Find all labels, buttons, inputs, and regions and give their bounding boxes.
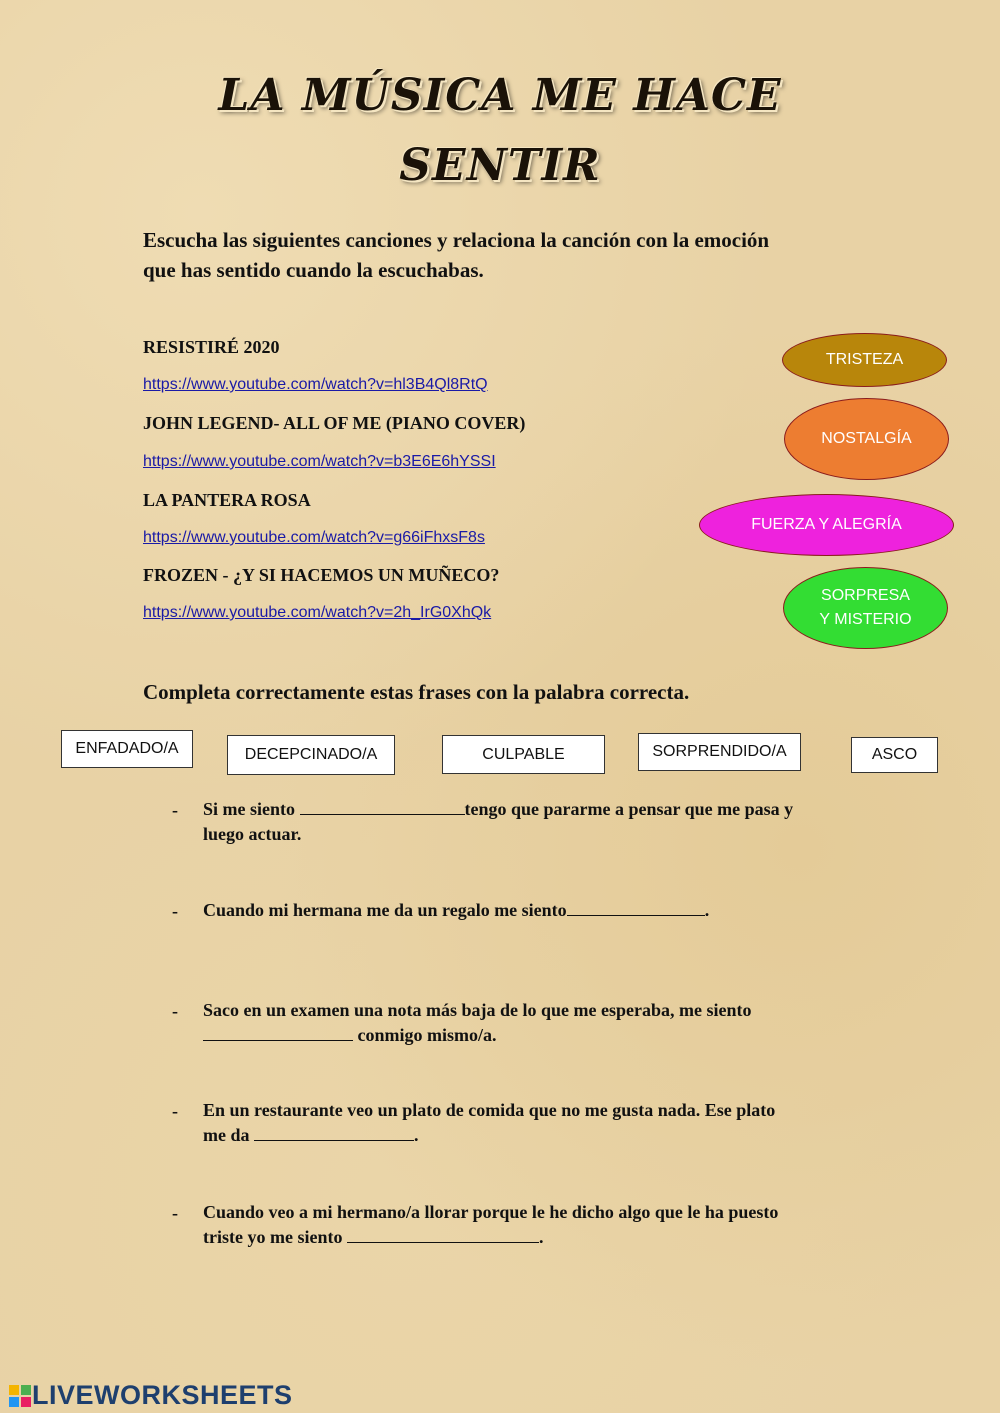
song-link-1[interactable]: https://www.youtube.com/watch?v=hl3B4Ql8RtQ bbox=[143, 376, 488, 393]
answer-blank-4[interactable] bbox=[254, 1124, 414, 1141]
sentence-3 bbox=[203, 998, 883, 1048]
emotion-label bbox=[819, 584, 911, 632]
song-title-4: FROZEN - ¿Y SI HACEMOS UN MUÑECO? bbox=[143, 565, 500, 585]
emotion-tristeza[interactable] bbox=[782, 333, 947, 387]
bullet-dash: - bbox=[172, 901, 178, 921]
liveworksheets-logo-icon bbox=[8, 1384, 32, 1408]
sentence-4 bbox=[203, 1098, 883, 1148]
bullet-dash: - bbox=[172, 1001, 178, 1021]
song-link-4[interactable]: https://www.youtube.com/watch?v=2h_IrG0XhQk bbox=[143, 604, 492, 621]
song-title-2: JOHN LEGEND- ALL OF ME (PIANO COVER) bbox=[143, 413, 526, 433]
logo-text: LIVEWORKSHEETS bbox=[32, 1380, 293, 1410]
bullet-dash: - bbox=[172, 800, 178, 820]
word-sorprendido[interactable] bbox=[638, 733, 801, 771]
sentence-text: En un restaurante veo un plato de comida que no me gusta nada. Ese plato bbox=[203, 1100, 776, 1120]
word-decepcinado[interactable] bbox=[227, 735, 395, 775]
word-label: ASCO bbox=[871, 746, 918, 763]
answer-blank-3[interactable] bbox=[203, 1024, 353, 1041]
sentence-text: me da bbox=[203, 1125, 254, 1145]
sentence-1 bbox=[203, 797, 883, 847]
song-link-3[interactable]: https://www.youtube.com/watch?v=g66iFhxsF8s bbox=[143, 529, 485, 546]
song-title-1: RESISTIRÉ 2020 bbox=[143, 337, 280, 357]
sentence-text: tengo que pararme a pensar que me pasa y bbox=[464, 799, 794, 819]
emotion-label: TRISTEZA bbox=[825, 351, 904, 368]
sentence-text: . bbox=[538, 1227, 544, 1247]
sentence-5 bbox=[203, 1200, 883, 1250]
sentence-text: Saco en un examen una nota más baja de lo que me esperaba, me siento bbox=[203, 1000, 752, 1020]
emotion-nostalgia[interactable] bbox=[784, 398, 949, 480]
liveworksheets-logo bbox=[8, 1380, 293, 1411]
word-enfadado[interactable] bbox=[61, 730, 193, 768]
song-link-2[interactable]: https://www.youtube.com/watch?v=b3E6E6hYSSI bbox=[143, 453, 496, 470]
emotion-label-line1: SORPRESA bbox=[821, 587, 910, 604]
word-label: CULPABLE bbox=[482, 745, 565, 763]
word-asco[interactable] bbox=[851, 737, 938, 773]
sentence-text: triste yo me siento bbox=[203, 1227, 347, 1247]
instructions-line1: Escucha las siguientes canciones y relaciona la canción con la emoción bbox=[143, 228, 770, 252]
emotion-label: NOSTALGÍA bbox=[821, 430, 912, 447]
word-culpable[interactable] bbox=[442, 735, 605, 774]
instructions-listen bbox=[143, 225, 903, 285]
bullet-dash: - bbox=[172, 1203, 178, 1223]
sentence-text: . bbox=[704, 900, 710, 920]
bullet-dash: - bbox=[172, 1101, 178, 1121]
emotion-sorpresa-y-misterio[interactable] bbox=[783, 567, 948, 649]
instructions-line2: que has sentido cuando la escuchabas. bbox=[143, 258, 484, 282]
answer-blank-2[interactable] bbox=[567, 899, 705, 916]
song-title-3: LA PANTERA ROSA bbox=[143, 490, 311, 510]
sentence-text: . bbox=[414, 1125, 419, 1145]
worksheet-title-line1: LA MÚSICA ME HACE bbox=[218, 70, 782, 121]
worksheet-title-line2: SENTIR bbox=[399, 140, 601, 191]
sentence-text: Si me siento bbox=[203, 799, 300, 819]
sentence-text: Cuando mi hermana me da un regalo me siento bbox=[203, 900, 567, 920]
emotion-label-line2: Y MISTERIO bbox=[819, 611, 912, 628]
word-label: ENFADADO/A bbox=[75, 740, 179, 757]
answer-blank-1[interactable] bbox=[300, 798, 465, 815]
word-label: DECEPCINADO/A bbox=[244, 746, 378, 763]
instructions-complete: Completa correctamente estas frases con la palabra correcta. bbox=[143, 680, 690, 704]
answer-blank-5[interactable] bbox=[347, 1226, 539, 1243]
sentence-text: luego actuar. bbox=[203, 824, 302, 844]
emotion-fuerza-y-alegria[interactable] bbox=[699, 494, 954, 556]
sentence-text: Cuando veo a mi hermano/a llorar porque le he dicho algo que le ha puesto bbox=[203, 1202, 779, 1222]
emotion-label: FUERZA Y ALEGRÍA bbox=[751, 516, 902, 533]
sentence-2 bbox=[203, 898, 883, 923]
word-label: SORPRENDIDO/A bbox=[652, 743, 787, 760]
sentence-text: conmigo mismo/a. bbox=[353, 1025, 497, 1045]
